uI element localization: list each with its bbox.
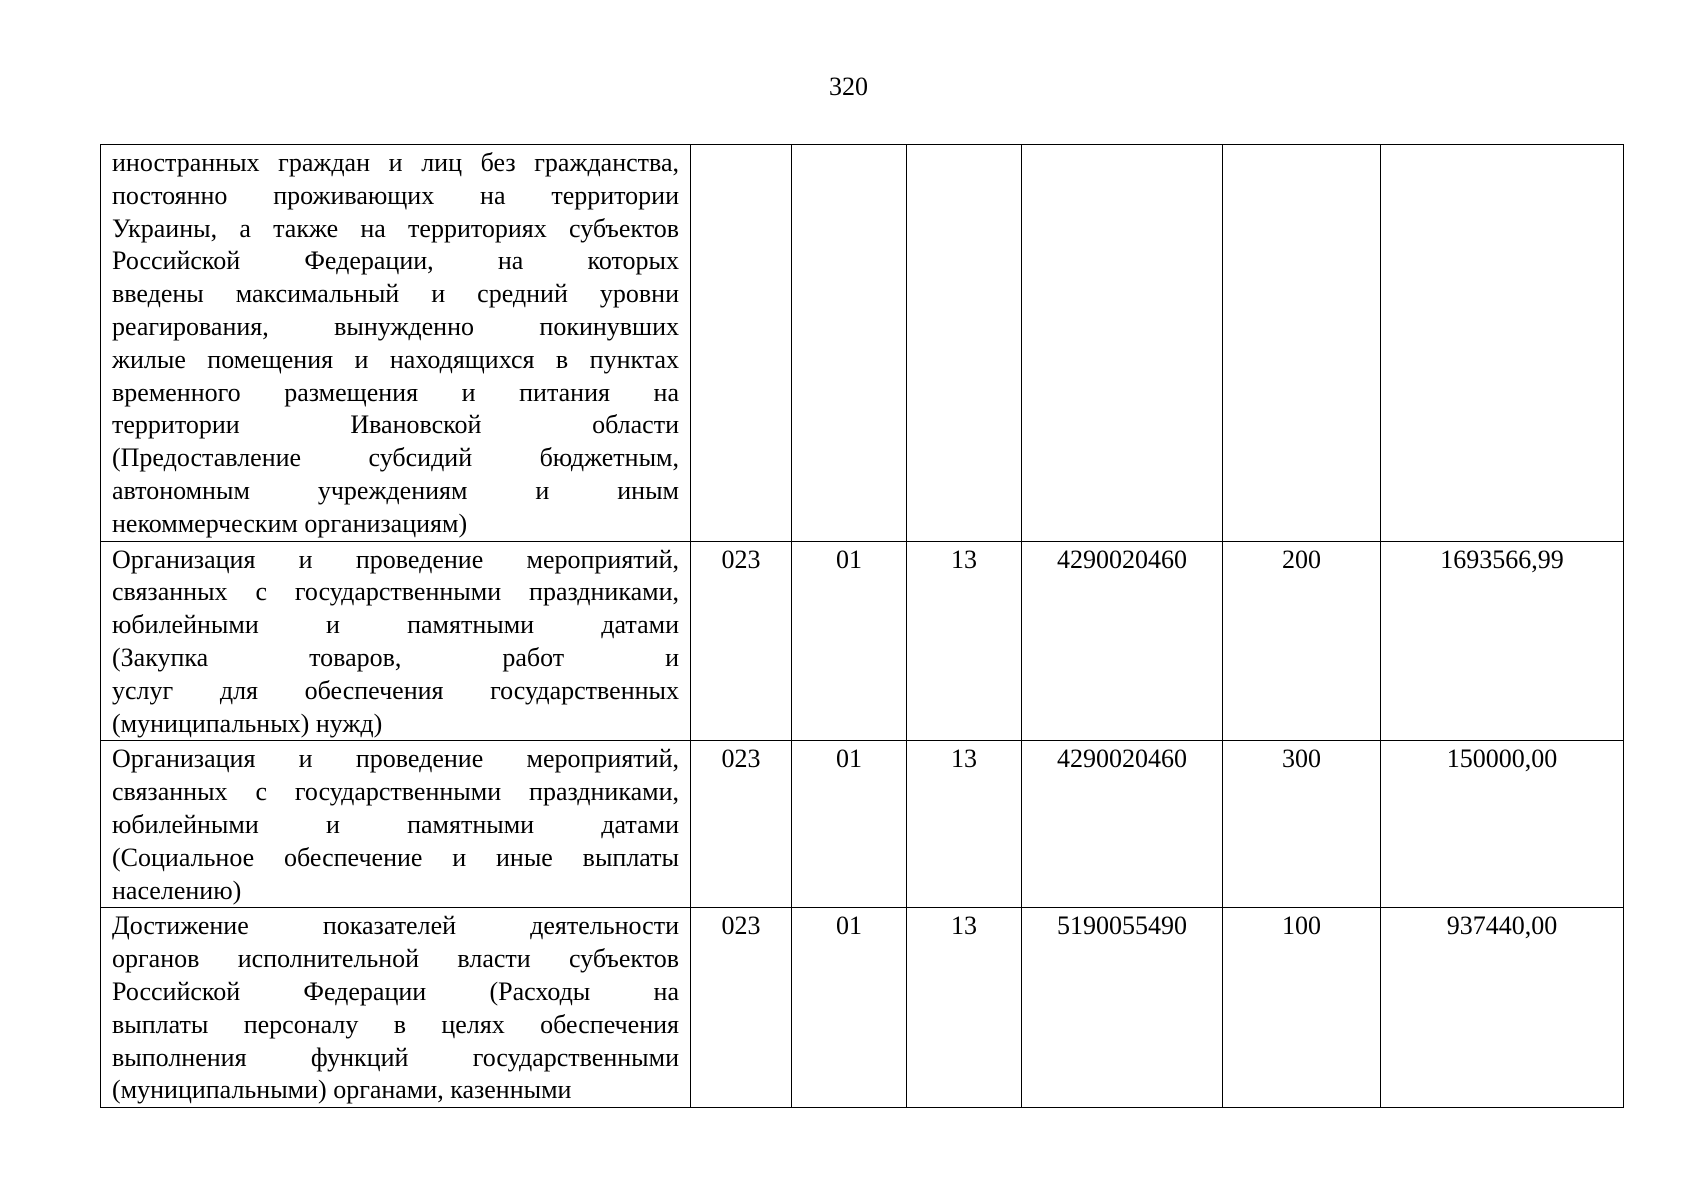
table-body	[101, 145, 1624, 1108]
description-line: (Предоставление субсидий бюджетным,	[112, 443, 679, 473]
cell-pr: 13	[907, 741, 1022, 908]
description-line: Организация и проведение мероприятий,	[112, 544, 679, 574]
cell-vr: 300	[1223, 741, 1381, 908]
description-line: жилые помещения и находящихся в пунктах	[112, 344, 679, 374]
table-row	[101, 908, 1624, 1108]
cell-amount: 1693566,99	[1381, 541, 1624, 741]
cell-csr: 5190055490	[1022, 908, 1223, 1108]
description-line: автономным учреждениям и иным	[112, 475, 679, 505]
description-line: (Социальное обеспечение и иные выплаты	[112, 842, 679, 872]
description-line: выполнения функций государственными	[112, 1042, 679, 1072]
description-line: некоммерческим организациям)	[112, 508, 468, 538]
description-line: юбилейными и памятными датами	[112, 809, 679, 839]
description-line: иностранных граждан и лиц без гражданства,	[112, 148, 679, 177]
cell-rz: 01	[792, 908, 907, 1108]
table-row	[101, 541, 1624, 741]
description-line: (муниципальными) органами, казенными	[112, 1075, 572, 1105]
cell-amount	[1381, 145, 1624, 542]
description-line: Украины, а также на территориях субъектов	[112, 213, 679, 243]
budget-table	[100, 144, 1624, 1108]
cell-csr: 4290020460	[1022, 741, 1223, 908]
cell-amount: 937440,00	[1381, 908, 1624, 1108]
description-line: территории Ивановской области	[112, 410, 679, 440]
description-line: Достижение показателей деятельности	[112, 911, 679, 941]
description-line: Российской Федерации, на которых	[112, 246, 679, 276]
cell-gr: 023	[691, 908, 792, 1108]
cell-gr: 023	[691, 741, 792, 908]
description-line: Организация и проведение мероприятий,	[112, 744, 679, 774]
description-line: юбилейными и памятными датами	[112, 610, 679, 640]
table-row	[101, 741, 1624, 908]
cell-pr	[907, 145, 1022, 542]
row-description	[101, 741, 691, 908]
cell-pr: 13	[907, 541, 1022, 741]
cell-vr: 200	[1223, 541, 1381, 741]
row-description	[101, 145, 691, 542]
row-description	[101, 541, 691, 741]
description-line: введены максимальный и средний уровни	[112, 279, 679, 309]
cell-amount: 150000,00	[1381, 741, 1624, 908]
cell-rz: 01	[792, 541, 907, 741]
cell-csr: 4290020460	[1022, 541, 1223, 741]
description-line: выплаты персоналу в целях обеспечения	[112, 1009, 679, 1039]
cell-gr	[691, 145, 792, 542]
description-line: населению)	[112, 875, 242, 905]
description-line: Российской Федерации (Расходы на	[112, 976, 679, 1006]
description-line: (муниципальных) нужд)	[112, 708, 383, 738]
cell-gr: 023	[691, 541, 792, 741]
cell-rz	[792, 145, 907, 542]
description-line: связанных с государственными праздниками,	[112, 577, 679, 607]
cell-pr: 13	[907, 908, 1022, 1108]
cell-vr	[1223, 145, 1381, 542]
description-line: (Закупка товаров, работ и	[112, 642, 679, 672]
cell-rz: 01	[792, 741, 907, 908]
description-line: органов исполнительной власти субъектов	[112, 944, 679, 974]
description-line: связанных с государственными праздниками,	[112, 777, 679, 807]
description-line: постоянно проживающих на территории	[112, 180, 679, 210]
description-line: услуг для обеспечения государственных	[112, 675, 679, 705]
description-line: временного размещения и питания на	[112, 377, 679, 407]
cell-vr: 100	[1223, 908, 1381, 1108]
page-number: 320	[829, 72, 868, 101]
table-row	[101, 145, 1624, 542]
description-line: реагирования, вынужденно покинувших	[112, 311, 679, 341]
row-description	[101, 908, 691, 1108]
cell-csr	[1022, 145, 1223, 542]
